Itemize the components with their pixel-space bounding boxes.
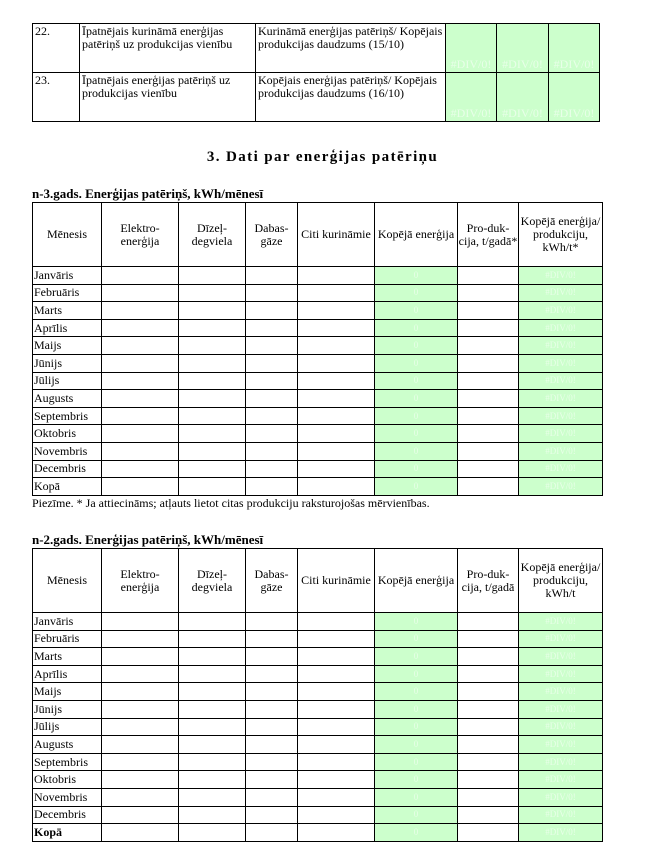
energy-per-product-cell: #DIV/0!	[519, 478, 603, 496]
energy-per-product-cell: #DIV/0!	[519, 736, 603, 754]
other-fuels-cell[interactable]	[298, 319, 375, 337]
diesel-cell[interactable]	[179, 771, 246, 789]
natural-gas-cell[interactable]	[246, 824, 298, 842]
header-electricity: Elektro-enerģija	[102, 549, 179, 613]
energy-per-product-cell: #DIV/0!	[519, 788, 603, 806]
production-cell[interactable]	[458, 407, 519, 425]
production-cell[interactable]	[458, 630, 519, 648]
month-label: Septembris	[33, 753, 102, 771]
month-label: Jūnijs	[33, 354, 102, 372]
production-cell[interactable]	[458, 284, 519, 302]
energy-per-product-cell: #DIV/0!	[519, 407, 603, 425]
total-energy-cell: 0	[375, 771, 458, 789]
diesel-cell[interactable]	[179, 425, 246, 443]
natural-gas-cell[interactable]	[246, 630, 298, 648]
electricity-cell[interactable]	[102, 753, 179, 771]
energy-per-product-cell: #DIV/0!	[519, 337, 603, 355]
top-table	[32, 23, 600, 122]
other-fuels-cell[interactable]	[298, 613, 375, 631]
diesel-cell[interactable]	[179, 736, 246, 754]
production-cell[interactable]	[458, 460, 519, 478]
row-formula: Kopējais enerģijas patēriņš/ Kopējais produkcijas daudzums (16/10)	[256, 73, 446, 122]
natural-gas-cell[interactable]	[246, 267, 298, 285]
other-fuels-cell[interactable]	[298, 460, 375, 478]
electricity-cell[interactable]	[102, 390, 179, 408]
row-number: 23.	[33, 73, 80, 122]
header-natural-gas: Dabas-gāze	[246, 203, 298, 267]
electricity-cell[interactable]	[102, 771, 179, 789]
row-description: Īpatnējais kurināmā enerģijas patēriņš uz produkcijas vienību	[80, 24, 256, 73]
production-cell[interactable]	[458, 354, 519, 372]
diesel-cell[interactable]	[179, 354, 246, 372]
month-label: Kopā	[33, 478, 102, 496]
diesel-cell[interactable]	[179, 407, 246, 425]
total-energy-cell: 0	[375, 319, 458, 337]
other-fuels-cell[interactable]	[298, 788, 375, 806]
table-row	[33, 613, 603, 631]
table-row	[33, 630, 603, 648]
natural-gas-cell[interactable]	[246, 390, 298, 408]
electricity-cell[interactable]	[102, 806, 179, 824]
total-energy-cell: 0	[375, 665, 458, 683]
month-label: Aprīlis	[33, 319, 102, 337]
total-energy-cell: 0	[375, 824, 458, 842]
diesel-cell[interactable]	[179, 267, 246, 285]
value-cell[interactable]: #DIV/0!	[549, 24, 600, 73]
total-energy-cell: 0	[375, 630, 458, 648]
natural-gas-cell[interactable]	[246, 354, 298, 372]
total-energy-cell: 0	[375, 648, 458, 666]
diesel-cell[interactable]	[179, 460, 246, 478]
header-production: Pro-duk-cija, t/gadā	[458, 549, 519, 613]
diesel-cell[interactable]	[179, 648, 246, 666]
total-energy-cell: 0	[375, 372, 458, 390]
electricity-cell[interactable]	[102, 442, 179, 460]
other-fuels-cell[interactable]	[298, 337, 375, 355]
electricity-cell[interactable]	[102, 478, 179, 496]
row-number: 22.	[33, 24, 80, 73]
diesel-cell[interactable]	[179, 390, 246, 408]
value-cell[interactable]: #DIV/0!	[549, 73, 600, 122]
month-label: Novembris	[33, 788, 102, 806]
month-label: Marts	[33, 302, 102, 320]
month-label: Oktobris	[33, 425, 102, 443]
diesel-cell[interactable]	[179, 478, 246, 496]
electricity-cell[interactable]	[102, 425, 179, 443]
table-row	[33, 771, 603, 789]
table2-title: n-2.gads. Enerģijas patēriņš, kWh/mēnesī	[32, 532, 264, 547]
natural-gas-cell[interactable]	[246, 806, 298, 824]
natural-gas-cell[interactable]	[246, 442, 298, 460]
header-row	[33, 203, 603, 267]
month-label: Oktobris	[33, 771, 102, 789]
total-energy-cell: 0	[375, 337, 458, 355]
month-label: Jūnijs	[33, 700, 102, 718]
total-energy-cell: 0	[375, 407, 458, 425]
production-cell[interactable]	[458, 824, 519, 842]
total-energy-cell: 0	[375, 806, 458, 824]
energy-per-product-cell: #DIV/0!	[519, 753, 603, 771]
total-energy-cell: 0	[375, 442, 458, 460]
production-cell[interactable]	[458, 302, 519, 320]
value-cell[interactable]: #DIV/0!	[446, 24, 497, 73]
header-diesel: Dīzeļ-degviela	[179, 203, 246, 267]
total-energy-cell: 0	[375, 460, 458, 478]
production-cell[interactable]	[458, 771, 519, 789]
natural-gas-cell[interactable]	[246, 718, 298, 736]
other-fuels-cell[interactable]	[298, 824, 375, 842]
diesel-cell[interactable]	[179, 806, 246, 824]
energy-per-product-cell: #DIV/0!	[519, 613, 603, 631]
table-row	[33, 806, 603, 824]
diesel-cell[interactable]	[179, 824, 246, 842]
other-fuels-cell[interactable]	[298, 302, 375, 320]
natural-gas-cell[interactable]	[246, 788, 298, 806]
table-row	[33, 337, 603, 355]
energy-table-n3	[32, 202, 603, 496]
header-total-energy: Kopējā enerģija	[375, 203, 458, 267]
month-label: Maijs	[33, 683, 102, 701]
natural-gas-cell[interactable]	[246, 478, 298, 496]
header-month: Mēnesis	[33, 549, 102, 613]
other-fuels-cell[interactable]	[298, 630, 375, 648]
natural-gas-cell[interactable]	[246, 337, 298, 355]
month-label: Decembris	[33, 460, 102, 478]
natural-gas-cell[interactable]	[246, 665, 298, 683]
total-energy-cell: 0	[375, 390, 458, 408]
production-cell[interactable]	[458, 267, 519, 285]
total-energy-cell: 0	[375, 267, 458, 285]
natural-gas-cell[interactable]	[246, 284, 298, 302]
month-label: Septembris	[33, 407, 102, 425]
month-label: Marts	[33, 648, 102, 666]
month-label: Novembris	[33, 442, 102, 460]
natural-gas-cell[interactable]	[246, 648, 298, 666]
energy-per-product-cell: #DIV/0!	[519, 425, 603, 443]
production-cell[interactable]	[458, 613, 519, 631]
other-fuels-cell[interactable]	[298, 718, 375, 736]
month-label: Kopā	[33, 824, 102, 842]
diesel-cell[interactable]	[179, 683, 246, 701]
month-label: Jūlijs	[33, 372, 102, 390]
header-diesel: Dīzeļ-degviela	[179, 549, 246, 613]
electricity-cell[interactable]	[102, 284, 179, 302]
month-label: Decembris	[33, 806, 102, 824]
table1-note: Piezīme. * Ja attiecināms; atļauts lietot citas produkciju raksturojošas mērvienības.	[32, 496, 430, 510]
header-total-energy: Kopējā enerģija	[375, 549, 458, 613]
natural-gas-cell[interactable]	[246, 683, 298, 701]
other-fuels-cell[interactable]	[298, 478, 375, 496]
table-row	[33, 319, 603, 337]
diesel-cell[interactable]	[179, 337, 246, 355]
natural-gas-cell[interactable]	[246, 753, 298, 771]
energy-per-product-cell: #DIV/0!	[519, 665, 603, 683]
table-row	[33, 478, 603, 496]
diesel-cell[interactable]	[179, 718, 246, 736]
total-energy-cell: 0	[375, 788, 458, 806]
table-row	[33, 460, 603, 478]
natural-gas-cell[interactable]	[246, 425, 298, 443]
total-energy-cell: 0	[375, 700, 458, 718]
energy-per-product-cell: #DIV/0!	[519, 319, 603, 337]
electricity-cell[interactable]	[102, 372, 179, 390]
table-row	[33, 390, 603, 408]
energy-per-product-cell: #DIV/0!	[519, 648, 603, 666]
energy-per-product-cell: #DIV/0!	[519, 771, 603, 789]
other-fuels-cell[interactable]	[298, 771, 375, 789]
header-row	[33, 549, 603, 613]
production-cell[interactable]	[458, 700, 519, 718]
energy-per-product-cell: #DIV/0!	[519, 302, 603, 320]
table-row	[33, 284, 603, 302]
month-label: Jūlijs	[33, 718, 102, 736]
other-fuels-cell[interactable]	[298, 407, 375, 425]
diesel-cell[interactable]	[179, 372, 246, 390]
natural-gas-cell[interactable]	[246, 700, 298, 718]
table-row	[33, 665, 603, 683]
total-energy-cell: 0	[375, 718, 458, 736]
diesel-cell[interactable]	[179, 665, 246, 683]
header-energy-per-product: Kopējā enerģija/ produkciju, kWh/t	[519, 549, 603, 613]
other-fuels-cell[interactable]	[298, 425, 375, 443]
total-energy-cell: 0	[375, 425, 458, 443]
electricity-cell[interactable]	[102, 302, 179, 320]
energy-per-product-cell: #DIV/0!	[519, 267, 603, 285]
month-label: Maijs	[33, 337, 102, 355]
diesel-cell[interactable]	[179, 700, 246, 718]
table1-title: n-3.gads. Enerģijas patēriņš, kWh/mēnesī	[32, 186, 264, 201]
electricity-cell[interactable]	[102, 337, 179, 355]
row-description: Īpatnējais enerģijas patēriņš uz produkcijas vienību	[80, 73, 256, 122]
table-row	[33, 824, 603, 842]
row-formula: Kurināmā enerģijas patēriņš/ Kopējais produkcijas daudzums (15/10)	[256, 24, 446, 73]
diesel-cell[interactable]	[179, 284, 246, 302]
electricity-cell[interactable]	[102, 407, 179, 425]
table-row	[33, 788, 603, 806]
energy-per-product-cell: #DIV/0!	[519, 442, 603, 460]
production-cell[interactable]	[458, 665, 519, 683]
table-row	[33, 718, 603, 736]
electricity-cell[interactable]	[102, 665, 179, 683]
production-cell[interactable]	[458, 425, 519, 443]
other-fuels-cell[interactable]	[298, 390, 375, 408]
header-month: Mēnesis	[33, 203, 102, 267]
production-cell[interactable]	[458, 718, 519, 736]
production-cell[interactable]	[458, 648, 519, 666]
natural-gas-cell[interactable]	[246, 407, 298, 425]
electricity-cell[interactable]	[102, 718, 179, 736]
total-energy-cell: 0	[375, 478, 458, 496]
section-title: 3. Dati par enerģijas patēriņu	[206, 149, 439, 165]
electricity-cell[interactable]	[102, 700, 179, 718]
production-cell[interactable]	[458, 319, 519, 337]
production-cell[interactable]	[458, 683, 519, 701]
natural-gas-cell[interactable]	[246, 736, 298, 754]
electricity-cell[interactable]	[102, 630, 179, 648]
natural-gas-cell[interactable]	[246, 319, 298, 337]
energy-per-product-cell: #DIV/0!	[519, 390, 603, 408]
total-energy-cell: 0	[375, 753, 458, 771]
table-row	[33, 442, 603, 460]
other-fuels-cell[interactable]	[298, 806, 375, 824]
natural-gas-cell[interactable]	[246, 372, 298, 390]
month-label: Augusts	[33, 390, 102, 408]
production-cell[interactable]	[458, 442, 519, 460]
month-label: Janvāris	[33, 613, 102, 631]
diesel-cell[interactable]	[179, 442, 246, 460]
total-energy-cell: 0	[375, 302, 458, 320]
value-cell[interactable]: #DIV/0!	[497, 73, 549, 122]
energy-per-product-cell: #DIV/0!	[519, 630, 603, 648]
diesel-cell[interactable]	[179, 319, 246, 337]
production-cell[interactable]	[458, 788, 519, 806]
table-row	[33, 354, 603, 372]
table-row	[33, 648, 603, 666]
diesel-cell[interactable]	[179, 753, 246, 771]
natural-gas-cell[interactable]	[246, 460, 298, 478]
other-fuels-cell[interactable]	[298, 648, 375, 666]
diesel-cell[interactable]	[179, 613, 246, 631]
table-row	[33, 425, 603, 443]
production-cell[interactable]	[458, 806, 519, 824]
other-fuels-cell[interactable]	[298, 753, 375, 771]
month-label: Janvāris	[33, 267, 102, 285]
other-fuels-cell[interactable]	[298, 736, 375, 754]
electricity-cell[interactable]	[102, 648, 179, 666]
electricity-cell[interactable]	[102, 736, 179, 754]
electricity-cell[interactable]	[102, 683, 179, 701]
month-label: Februāris	[33, 284, 102, 302]
month-label: Februāris	[33, 630, 102, 648]
electricity-cell[interactable]	[102, 319, 179, 337]
other-fuels-cell[interactable]	[298, 683, 375, 701]
table-row	[33, 407, 603, 425]
production-cell[interactable]	[458, 753, 519, 771]
value-cell[interactable]: #DIV/0!	[446, 73, 497, 122]
natural-gas-cell[interactable]	[246, 771, 298, 789]
month-label: Aprīlis	[33, 665, 102, 683]
table-row	[33, 736, 603, 754]
table-row	[33, 73, 600, 122]
other-fuels-cell[interactable]	[298, 372, 375, 390]
energy-table-n2	[32, 548, 603, 842]
month-label: Augusts	[33, 736, 102, 754]
energy-per-product-cell: #DIV/0!	[519, 284, 603, 302]
other-fuels-cell[interactable]	[298, 354, 375, 372]
total-energy-cell: 0	[375, 284, 458, 302]
production-cell[interactable]	[458, 736, 519, 754]
natural-gas-cell[interactable]	[246, 302, 298, 320]
diesel-cell[interactable]	[179, 788, 246, 806]
header-natural-gas: Dabas-gāze	[246, 549, 298, 613]
electricity-cell[interactable]	[102, 267, 179, 285]
energy-per-product-cell: #DIV/0!	[519, 460, 603, 478]
energy-per-product-cell: #DIV/0!	[519, 354, 603, 372]
electricity-cell[interactable]	[102, 788, 179, 806]
total-energy-cell: 0	[375, 736, 458, 754]
header-production: Pro-duk-cija, t/gadā*	[458, 203, 519, 267]
table-row	[33, 372, 603, 390]
diesel-cell[interactable]	[179, 302, 246, 320]
table-row	[33, 683, 603, 701]
table-row	[33, 753, 603, 771]
value-cell[interactable]: #DIV/0!	[497, 24, 549, 73]
other-fuels-cell[interactable]	[298, 665, 375, 683]
table-row	[33, 700, 603, 718]
electricity-cell[interactable]	[102, 824, 179, 842]
natural-gas-cell[interactable]	[246, 613, 298, 631]
table-row	[33, 24, 600, 73]
other-fuels-cell[interactable]	[298, 700, 375, 718]
electricity-cell[interactable]	[102, 613, 179, 631]
production-cell[interactable]	[458, 390, 519, 408]
electricity-cell[interactable]	[102, 460, 179, 478]
production-cell[interactable]	[458, 372, 519, 390]
electricity-cell[interactable]	[102, 354, 179, 372]
energy-per-product-cell: #DIV/0!	[519, 372, 603, 390]
energy-per-product-cell: #DIV/0!	[519, 700, 603, 718]
header-other-fuels: Citi kurināmie	[298, 203, 375, 267]
diesel-cell[interactable]	[179, 630, 246, 648]
energy-per-product-cell: #DIV/0!	[519, 824, 603, 842]
table-row	[33, 267, 603, 285]
header-energy-per-product: Kopējā enerģija/ produkciju, kWh/t*	[519, 203, 603, 267]
total-energy-cell: 0	[375, 683, 458, 701]
production-cell[interactable]	[458, 337, 519, 355]
total-energy-cell: 0	[375, 613, 458, 631]
table-row	[33, 302, 603, 320]
header-other-fuels: Citi kurināmie	[298, 549, 375, 613]
energy-per-product-cell: #DIV/0!	[519, 806, 603, 824]
energy-per-product-cell: #DIV/0!	[519, 683, 603, 701]
other-fuels-cell[interactable]	[298, 284, 375, 302]
total-energy-cell: 0	[375, 354, 458, 372]
other-fuels-cell[interactable]	[298, 442, 375, 460]
header-electricity: Elektro-enerģija	[102, 203, 179, 267]
other-fuels-cell[interactable]	[298, 267, 375, 285]
energy-per-product-cell: #DIV/0!	[519, 718, 603, 736]
production-cell[interactable]	[458, 478, 519, 496]
